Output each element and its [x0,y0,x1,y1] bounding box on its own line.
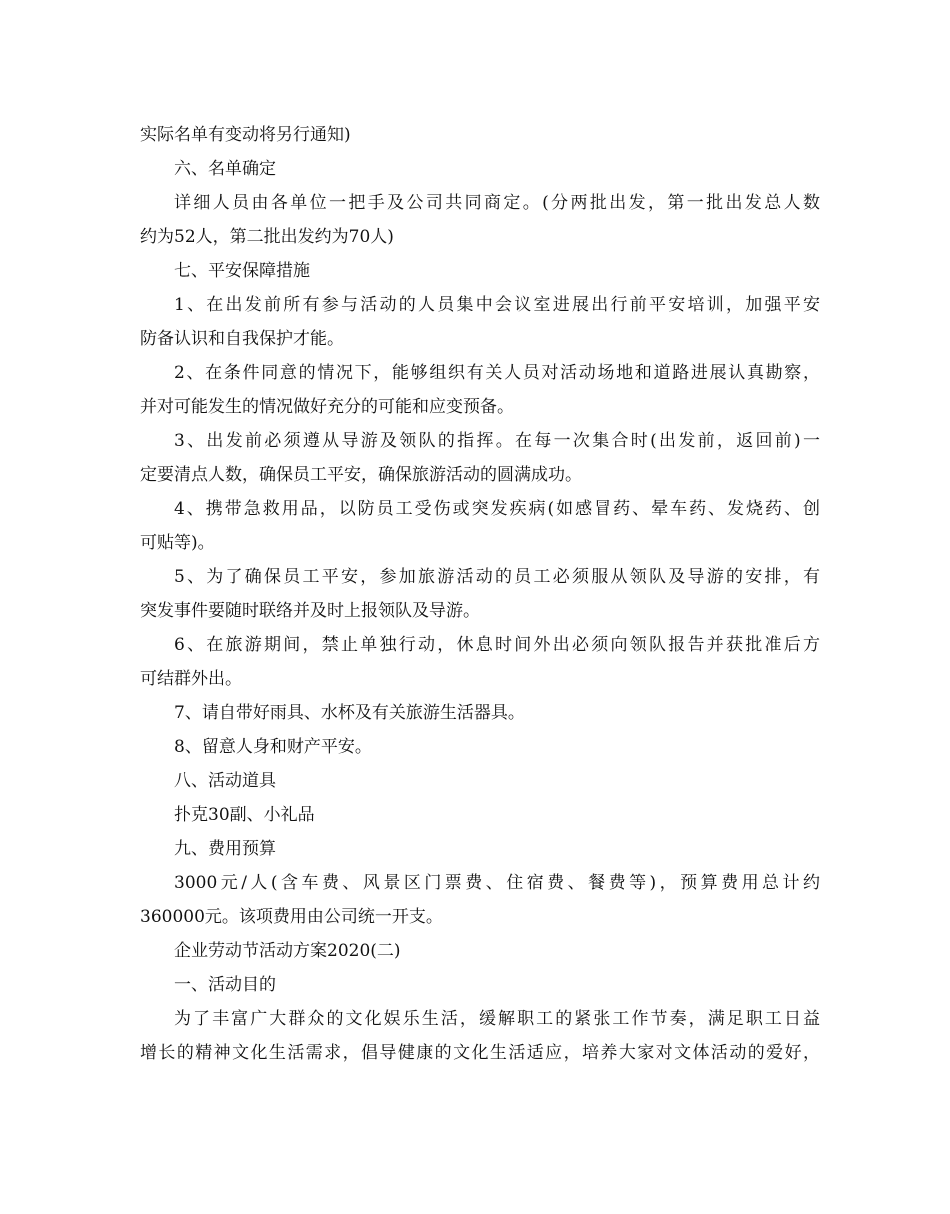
text-line: 八、活动道具 [174,771,276,791]
text-line: 增长的精神文化生活需求，倡导健康的文化生活适应，培养大家对文体活动的爱好， [140,1043,820,1063]
text-line: 3、出发前必须遵从导游及领队的指挥。在每一次集合时(出发前，返回前)一 [174,431,820,451]
text-line: 实际名单有变动将另行通知) [140,125,351,145]
text-line: 8、留意人身和财产平安。 [174,737,372,757]
text-line: 六、名单确定 [174,159,276,179]
text-line: 7、请自带好雨具、水杯及有关旅游生活器具。 [174,703,525,723]
text-line: 1、在出发前所有参与活动的人员集中会议室进展出行前平安培训，加强平安 [174,295,820,315]
text-line: 突发事件要随时联络并及时上报领队及导游。 [140,601,480,621]
text-line: 九、费用预算 [174,839,276,859]
text-line: 2、在条件同意的情况下，能够组织有关人员对活动场地和道路进展认真勘察， [174,363,820,383]
text-line: 并对可能发生的情况做好充分的可能和应变预备。 [140,397,514,417]
text-line: 为了丰富广大群众的文化娱乐生活，缓解职工的紧张工作节奏，满足职工日益 [174,1009,820,1029]
text-line: 企业劳动节活动方案2020(二) [174,941,401,961]
text-line: 可结群外出。 [140,669,242,689]
document-page [140,118,820,1070]
text-line: 5、为了确保员工平安，参加旅游活动的员工必须服从领队及导游的安排，有 [174,567,820,587]
text-line: 约为52人，第二批出发约为70人) [140,227,394,247]
text-line: 定要清点人数，确保员工平安，确保旅游活动的圆满成功。 [140,465,582,485]
text-line: 360000元。该项费用由公司统一开支。 [140,907,443,927]
text-line: 6、在旅游期间，禁止单独行动，休息时间外出必须向领队报告并获批准后方 [174,635,820,655]
text-line: 扑克30副、小礼品 [174,805,315,825]
text-line: 详细人员由各单位一把手及公司共同商定。(分两批出发，第一批出发总人数 [174,193,820,213]
text-line: 一、活动目的 [174,975,276,995]
text-line: 七、平安保障措施 [174,261,310,281]
text-line: 防备认识和自我保护才能。 [140,329,344,349]
text-line: 4、携带急救用品，以防员工受伤或突发疾病(如感冒药、晕车药、发烧药、创 [174,499,820,519]
text-line: 可贴等)。 [140,533,215,553]
text-line: 3000元/人(含车费、风景区门票费、住宿费、餐费等)，预算费用总计约 [174,873,820,893]
